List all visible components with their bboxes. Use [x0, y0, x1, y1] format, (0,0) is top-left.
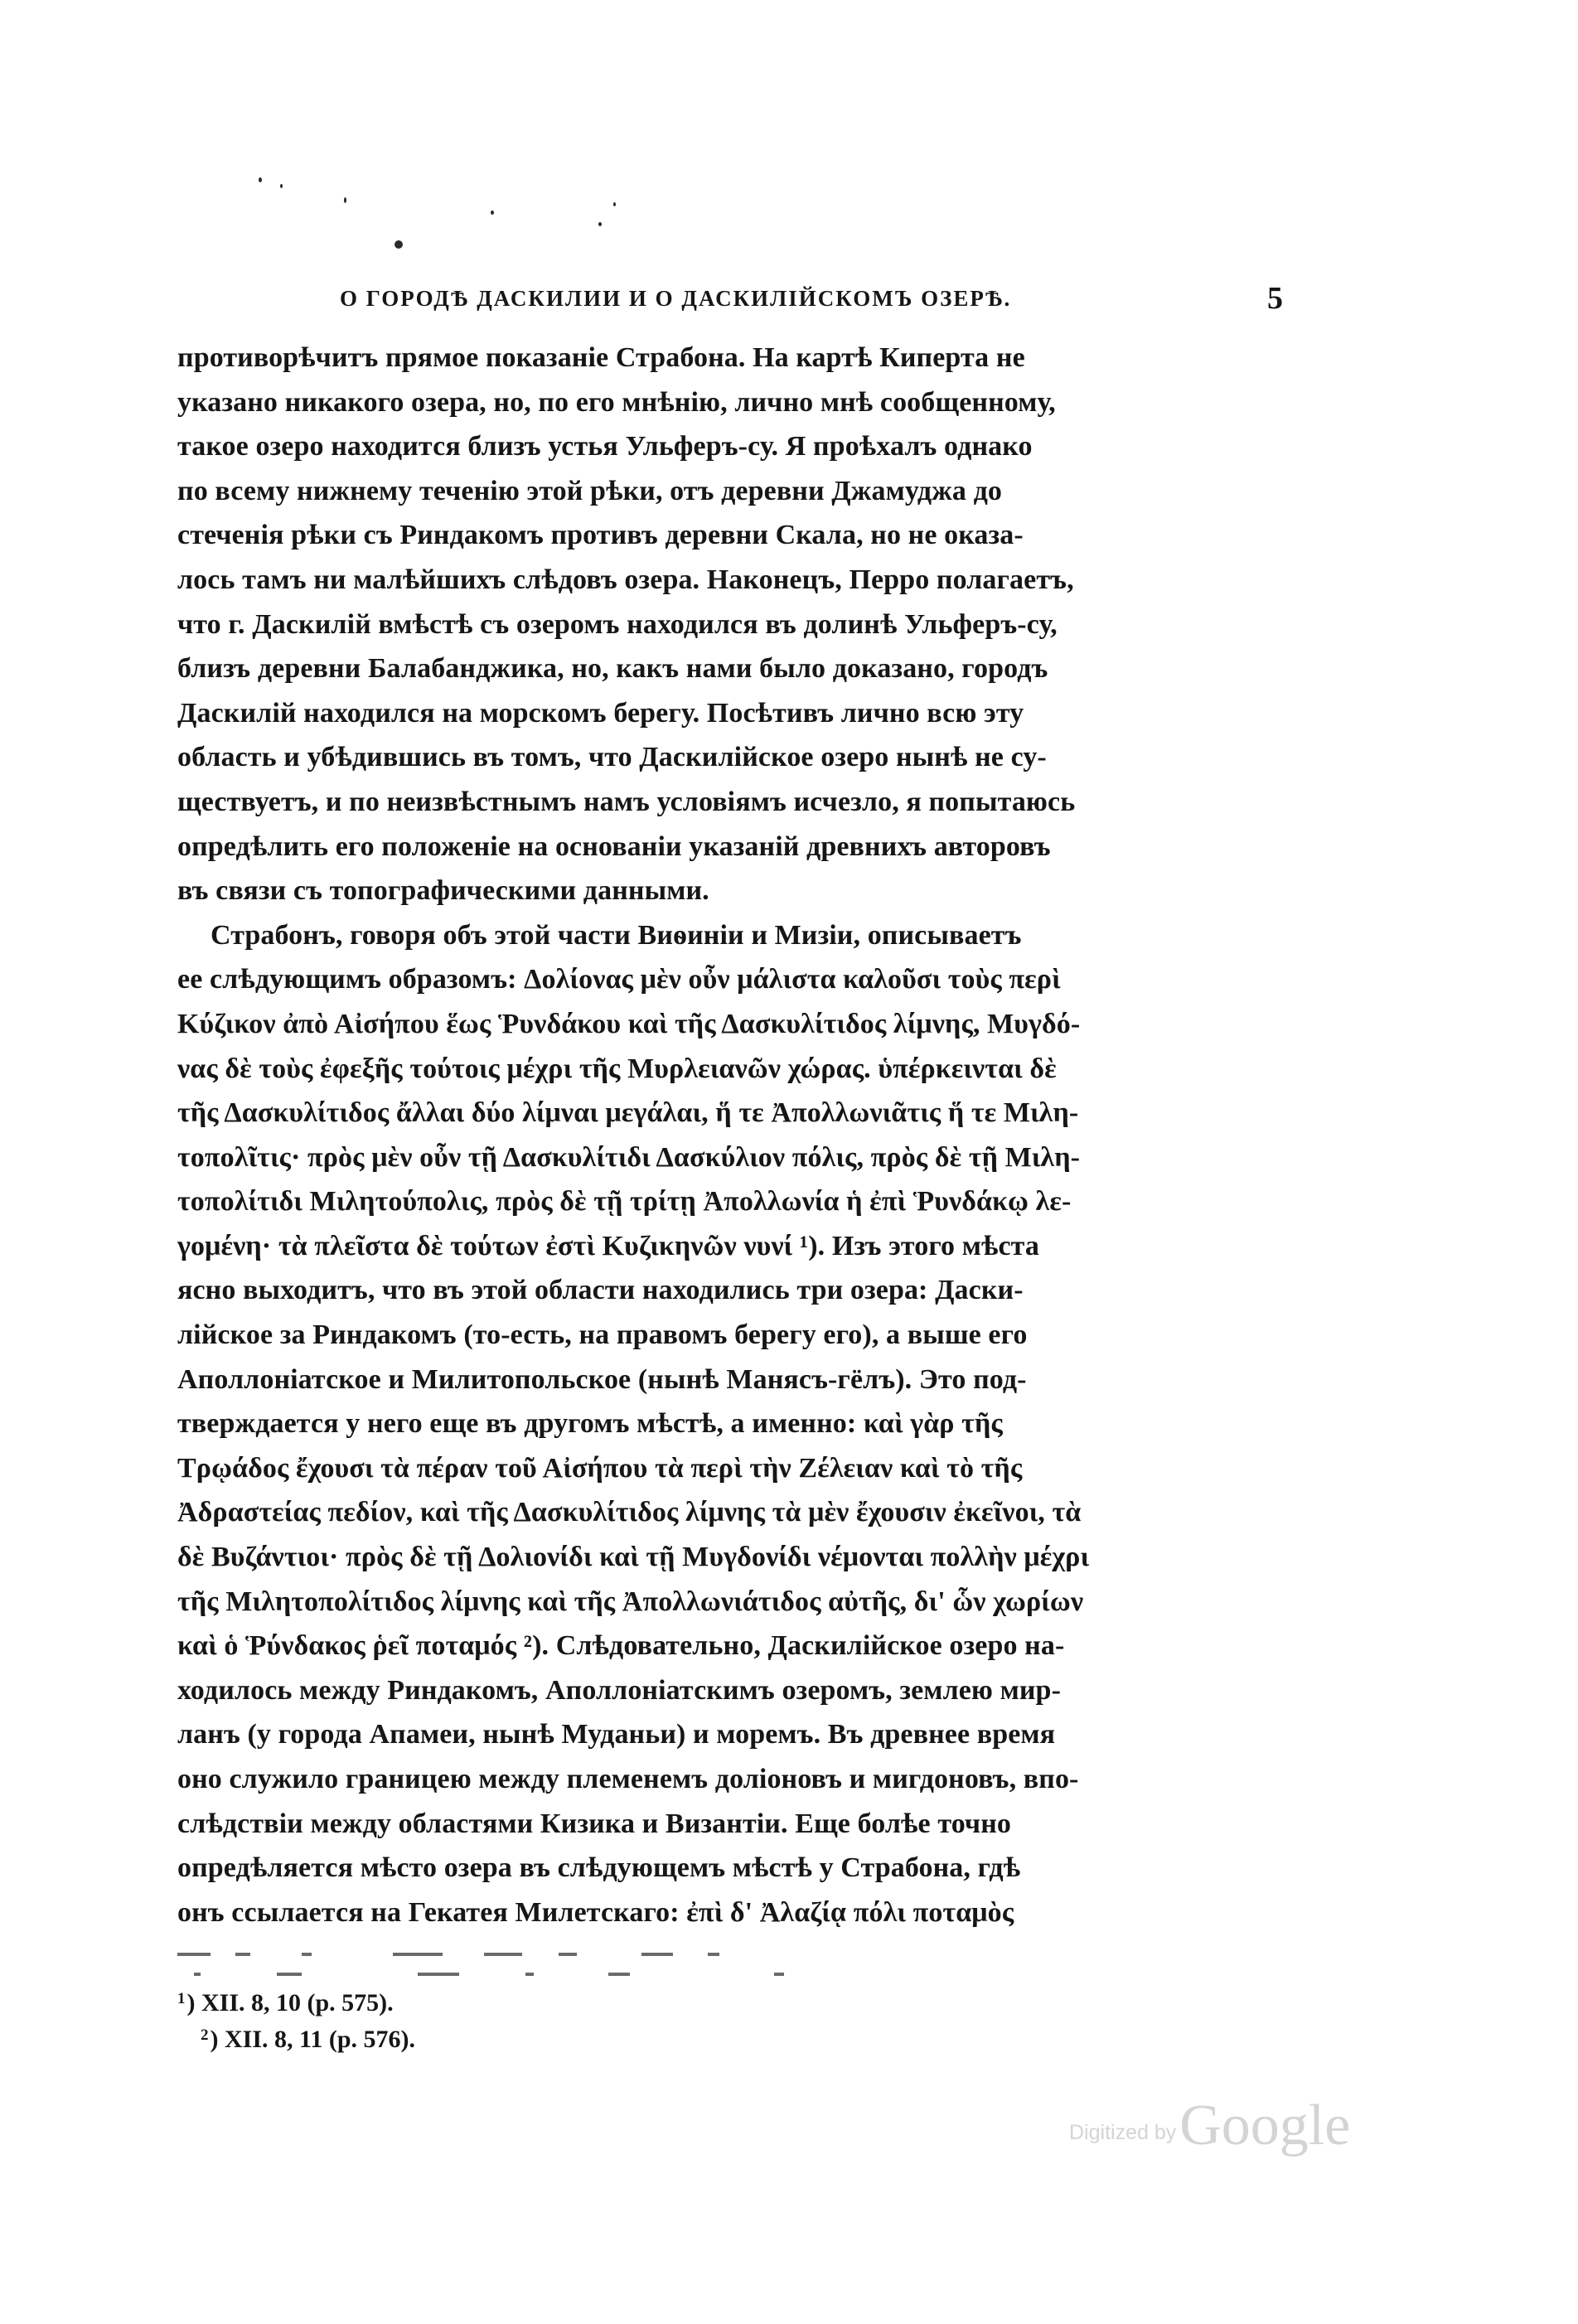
noise-mark — [708, 1953, 719, 1956]
text-line: близъ деревни Балабанджика, но, какъ нами было доказано, городъ — [177, 653, 1048, 685]
noise-mark — [235, 1953, 250, 1956]
bleed-through-noise — [177, 1949, 1283, 1961]
text-line: Аполлоніатское и Милитопольское (нынѣ Манясъ-гёлъ). Это под- — [177, 1363, 1027, 1395]
noise-mark — [559, 1953, 577, 1956]
text-line: слѣдствіи между областями Кизика и Византіи. Еще болѣе точно — [177, 1808, 1011, 1839]
noise-mark — [608, 1973, 630, 1976]
text-line: опредѣлить его положеніе на основаніи указаній древнихъ авторовъ — [177, 830, 1051, 862]
text-line: Τρῳάδος ἔχουσι τὰ πέραν τοῦ Αἰσήπου τὰ περὶ τὴν Ζέλειαν καὶ τὸ τῆς — [177, 1452, 1023, 1484]
text-line: τοπολῖτις· πρὸς μὲν οὖν τῇ Δασκυλίτιδι Δασκύλιον πόλις, πρὸς δὲ τῇ Μιλη- — [177, 1141, 1081, 1173]
text-line: τῆς Δασκυλίτιδος ἄλλαι δύο λίμναι μεγάλαι, ἥ τε Ἀπολλωνιᾶτις ἥ τε Μιλη- — [177, 1097, 1079, 1129]
text-line: указано никакого озера, но, по его мнѣнію, лично мнѣ сообщенному, — [177, 386, 1056, 418]
text-line: лось тамъ ни малѣйшихъ слѣдовъ озера. Наконецъ, Перро полагаетъ, — [177, 564, 1074, 595]
speck — [344, 197, 346, 203]
text-line: стеченія рѣки съ Риндакомъ противъ деревни Скала, но не оказа- — [177, 520, 1024, 551]
text-line: καὶ ὁ Ῥύνδακος ῥεῖ ποταμός ²). Слѣдовательно, Даскилійское озеро на- — [177, 1630, 1065, 1662]
text-line: Κύζικον ἀπὸ Αἰσήπου ἕως Ῥυνδάκου καὶ τῆς Δασκυλίτιδος λίμνης, Μυγδό- — [177, 1008, 1081, 1039]
text-line: опредѣляется мѣсто озера въ слѣдующемъ мѣстѣ у Страбона, гдѣ — [177, 1852, 1021, 1884]
speck — [598, 222, 602, 226]
text-line: въ связи съ топографическими данными. — [177, 875, 709, 907]
noise-mark — [525, 1973, 534, 1976]
speck — [280, 184, 283, 188]
text-line: тверждается у него еще въ другомъ мѣстѣ, а именно: καὶ γὰρ τῆς — [177, 1408, 1003, 1440]
running-title: О ГОРОДѢ ДАСКИЛИИ И О ДАСКИЛІЙСКОМЪ ОЗЕРѢ. — [340, 286, 1012, 311]
footnotes — [177, 1981, 1283, 2054]
text-line: по всему нижнему теченію этой рѣки, отъ деревни Джамуджа до — [177, 475, 1002, 506]
text-line: Ἀδραστείας πεδίον, καὶ τῆς Δασκυλίτιδος λίμνης τὰ μὲν ἔχουσιν ἐκεῖνοι, τὰ — [177, 1497, 1082, 1528]
noise-mark — [641, 1953, 673, 1956]
noise-mark — [484, 1953, 522, 1956]
text-line: γομένη· τὰ πλεῖστα δὲ τούτων ἐστὶ Κυζικηνῶν νυνί ¹). Изъ этого мѣста — [177, 1230, 1039, 1261]
text-line: ланъ (у города Апамеи, нынѣ Муданьи) и моремъ. Въ древнее время — [177, 1719, 1056, 1750]
speck — [613, 202, 616, 206]
watermark-prefix: Digitized by — [1069, 2121, 1177, 2144]
text-line: оно служило границею между племенемъ доліоновъ и мигдоновъ, впо- — [177, 1764, 1079, 1794]
text-line: такое озеро находится близъ устья Ульферъ-су. Я проѣхалъ однако — [177, 431, 1033, 462]
noise-mark — [302, 1953, 312, 1956]
text-line: ее слѣдующимъ образомъ: Δολίονας μὲν οὖν μάλιστα καλοῦσι τοὺς περὶ — [177, 964, 1061, 995]
speck — [259, 177, 262, 182]
noise-mark — [177, 1953, 211, 1956]
speck — [491, 211, 494, 215]
noise-mark — [194, 1973, 201, 1976]
text-line: Страбонъ, говоря объ этой части Виѳиніи и Мизіи, описываетъ — [211, 919, 1022, 951]
text-line: противорѣчитъ прямое показаніе Страбона. На картѣ Киперта не — [177, 342, 1025, 373]
footnote-mark: 2 — [201, 2026, 209, 2044]
footnote-text: ) XII. 8, 10 (p. 575). — [186, 1989, 394, 2017]
text-line: область и убѣдившись въ томъ, что Даскилійское озеро нынѣ не су- — [177, 742, 1047, 773]
text-line: τῆς Μιλητοπολίτιδος λίμνης καὶ τῆς Ἀπολλωνιάτιδος αὐτῆς, δι' ὧν χωρίων — [177, 1586, 1084, 1617]
body-text — [177, 336, 1283, 1934]
page-number: 5 — [1267, 281, 1283, 316]
footnote-text: ) XII. 8, 11 (p. 576). — [210, 2026, 416, 2053]
bleed-through-noise — [177, 1969, 1283, 1981]
text-line: τοπολίτιδι Μιλητούπολις, πρὸς δὲ τῇ τρίτῃ Ἀπολλωνία ἡ ἐπὶ Ῥυνδάκῳ λε- — [177, 1186, 1072, 1218]
running-header — [340, 274, 1283, 323]
speck — [394, 240, 403, 249]
footnote — [177, 1981, 1283, 2017]
noise-mark — [277, 1973, 302, 1976]
text-line: что г. Даскилій вмѣстѣ съ озеромъ находился въ долинѣ Ульферъ-су, — [177, 608, 1058, 640]
digitized-watermark — [1069, 2089, 1401, 2163]
noise-mark — [774, 1973, 784, 1976]
text-line: ясно выходитъ, что въ этой области находились три озера: Даски- — [177, 1275, 1024, 1306]
watermark-logo: Google — [1179, 2094, 1351, 2157]
text-line: ходилось между Риндакомъ, Аполлоніатскимъ озеромъ, землею мир- — [177, 1674, 1061, 1706]
text-line: ществуетъ, и по неизвѣстнымъ намъ условіямъ исчезло, я попытаюсь — [177, 786, 1076, 817]
footnote-mark: 1 — [177, 1990, 186, 2007]
text-line: онъ ссылается на Гекатея Милетскаго: ἐπὶ δ' Ἀλαζίᾳ πόλι ποταμὸς — [177, 1896, 1014, 1928]
text-line: δὲ Βυζάντιοι· πρὸς δὲ τῇ Δολιονίδι καὶ τῇ Μυγδονίδι νέμονται πολλὴν μέχρι — [177, 1542, 1090, 1573]
text-line: νας δὲ τοὺς ἐφεξῆς τούτοις μέχρι τῆς Μυρλειανῶν χώρας. ὑπέρκεινται δὲ — [177, 1053, 1057, 1084]
footnote — [177, 2017, 1283, 2054]
noise-mark — [393, 1953, 443, 1956]
text-line: Даскилій находился на морскомъ берегу. Посѣтивъ лично всю эту — [177, 697, 1024, 729]
noise-mark — [418, 1973, 459, 1976]
text-line: лійское за Риндакомъ (то-есть, на правомъ берегу его), а выше его — [177, 1319, 1028, 1351]
